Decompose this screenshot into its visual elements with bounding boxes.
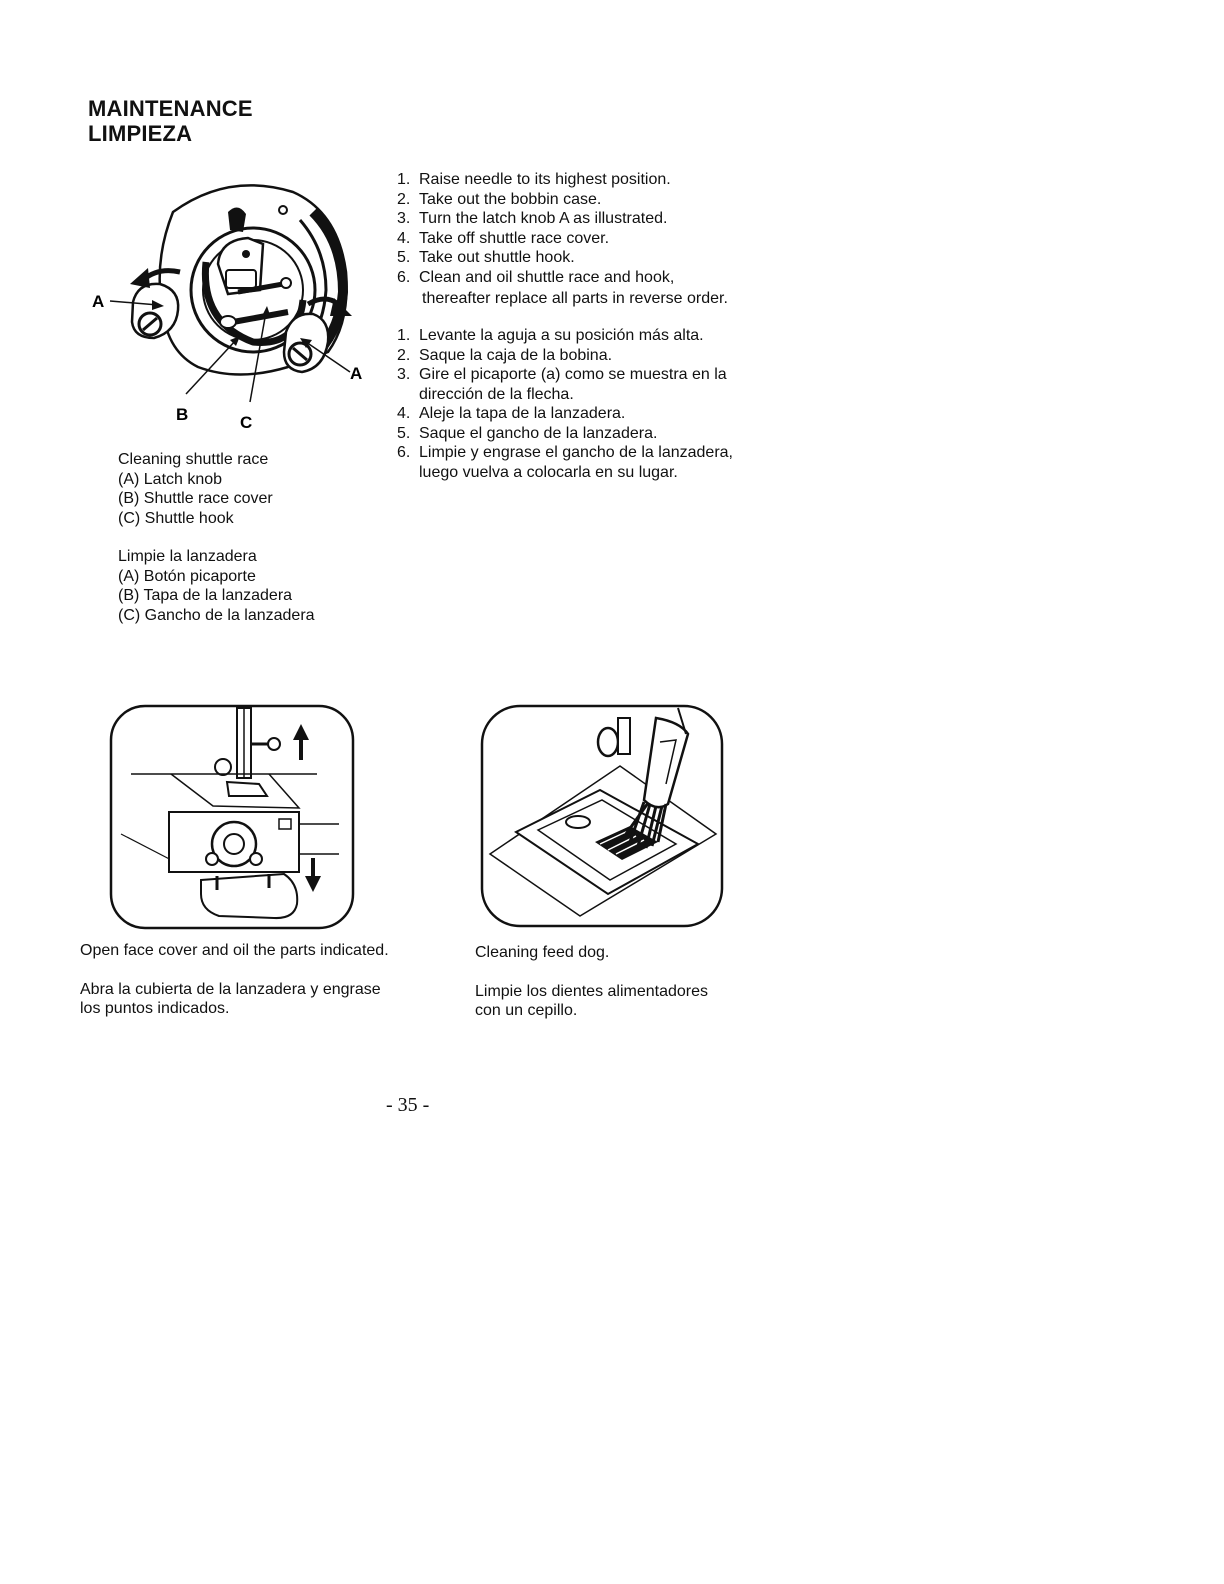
caption-title: Limpie la lanzadera: [118, 548, 257, 565]
caption-item: (C) Gancho de la lanzadera: [118, 606, 315, 624]
label-b: B: [176, 405, 189, 424]
step-item: 4. Take off shuttle race cover.: [397, 229, 610, 247]
step-item: 1. Raise needle to its highest position.: [397, 171, 671, 188]
caption-item: (A) Botón picaporte: [118, 567, 256, 585]
caption-spanish: [118, 547, 315, 625]
label-c: C: [240, 413, 253, 432]
step-item: 2. Take out the bobbin case.: [397, 190, 602, 208]
step-item: 3. Gire el picaporte (a) como se muestra en la dirección de la flecha.: [397, 366, 727, 403]
caption-face-cover-en: Open face cover and oil the parts indicated.: [80, 942, 389, 959]
caption-feed-dog-en: Cleaning feed dog.: [475, 944, 610, 961]
step-item: 5. Saque el gancho de la lanzadera.: [397, 424, 658, 442]
shuttle-race-illustration: [88, 172, 378, 442]
step-item: 2. Saque la caja de la bobina.: [397, 346, 613, 364]
step-item: 1. Levante la aguja a su posición más alta.: [397, 327, 704, 344]
caption-item: (C) Shuttle hook: [118, 509, 234, 527]
caption-feed-dog-es-1: Limpie los dientes alimentadores: [475, 983, 709, 1000]
page-number: - 35 -: [386, 1094, 430, 1116]
caption-item: (A) Latch knob: [118, 470, 223, 488]
label-a-left: A: [92, 292, 105, 311]
caption-item: (B) Tapa de la lanzadera: [118, 587, 293, 604]
step-item: 4. Aleje la tapa de la lanzadera.: [397, 405, 626, 422]
caption-title: Cleaning shuttle race: [118, 451, 269, 468]
caption-face-cover-es-1: Abra la cubierta de la lanzadera y engrase: [80, 981, 381, 998]
step-item: 5. Take out shuttle hook.: [397, 249, 575, 266]
step-item: 3. Turn the latch knob A as illustrated.: [397, 210, 668, 227]
caption-item: (B) Shuttle race cover: [118, 490, 273, 507]
label-a-right: A: [350, 364, 363, 383]
steps-english: [397, 170, 777, 309]
caption-feed-dog-es-2: con un cepillo.: [475, 1002, 578, 1019]
steps-spanish: [397, 326, 777, 482]
page-title-en: MAINTENANCE: [88, 96, 253, 121]
caption-face-cover-es-2: los puntos indicados.: [80, 1000, 230, 1017]
step-item: 6. Clean and oil shuttle race and hook, thereafter replace all parts in reverse order.: [397, 268, 728, 307]
caption-english: [118, 450, 273, 528]
page-title-es: LIMPIEZA: [88, 121, 193, 146]
step-item: 6. Limpie y engrase el gancho de la lanzadera, luego vuelva a colocarla en su lugar.: [397, 444, 733, 481]
feed-dog-illustration: [480, 704, 724, 928]
face-cover-illustration: [109, 704, 355, 930]
